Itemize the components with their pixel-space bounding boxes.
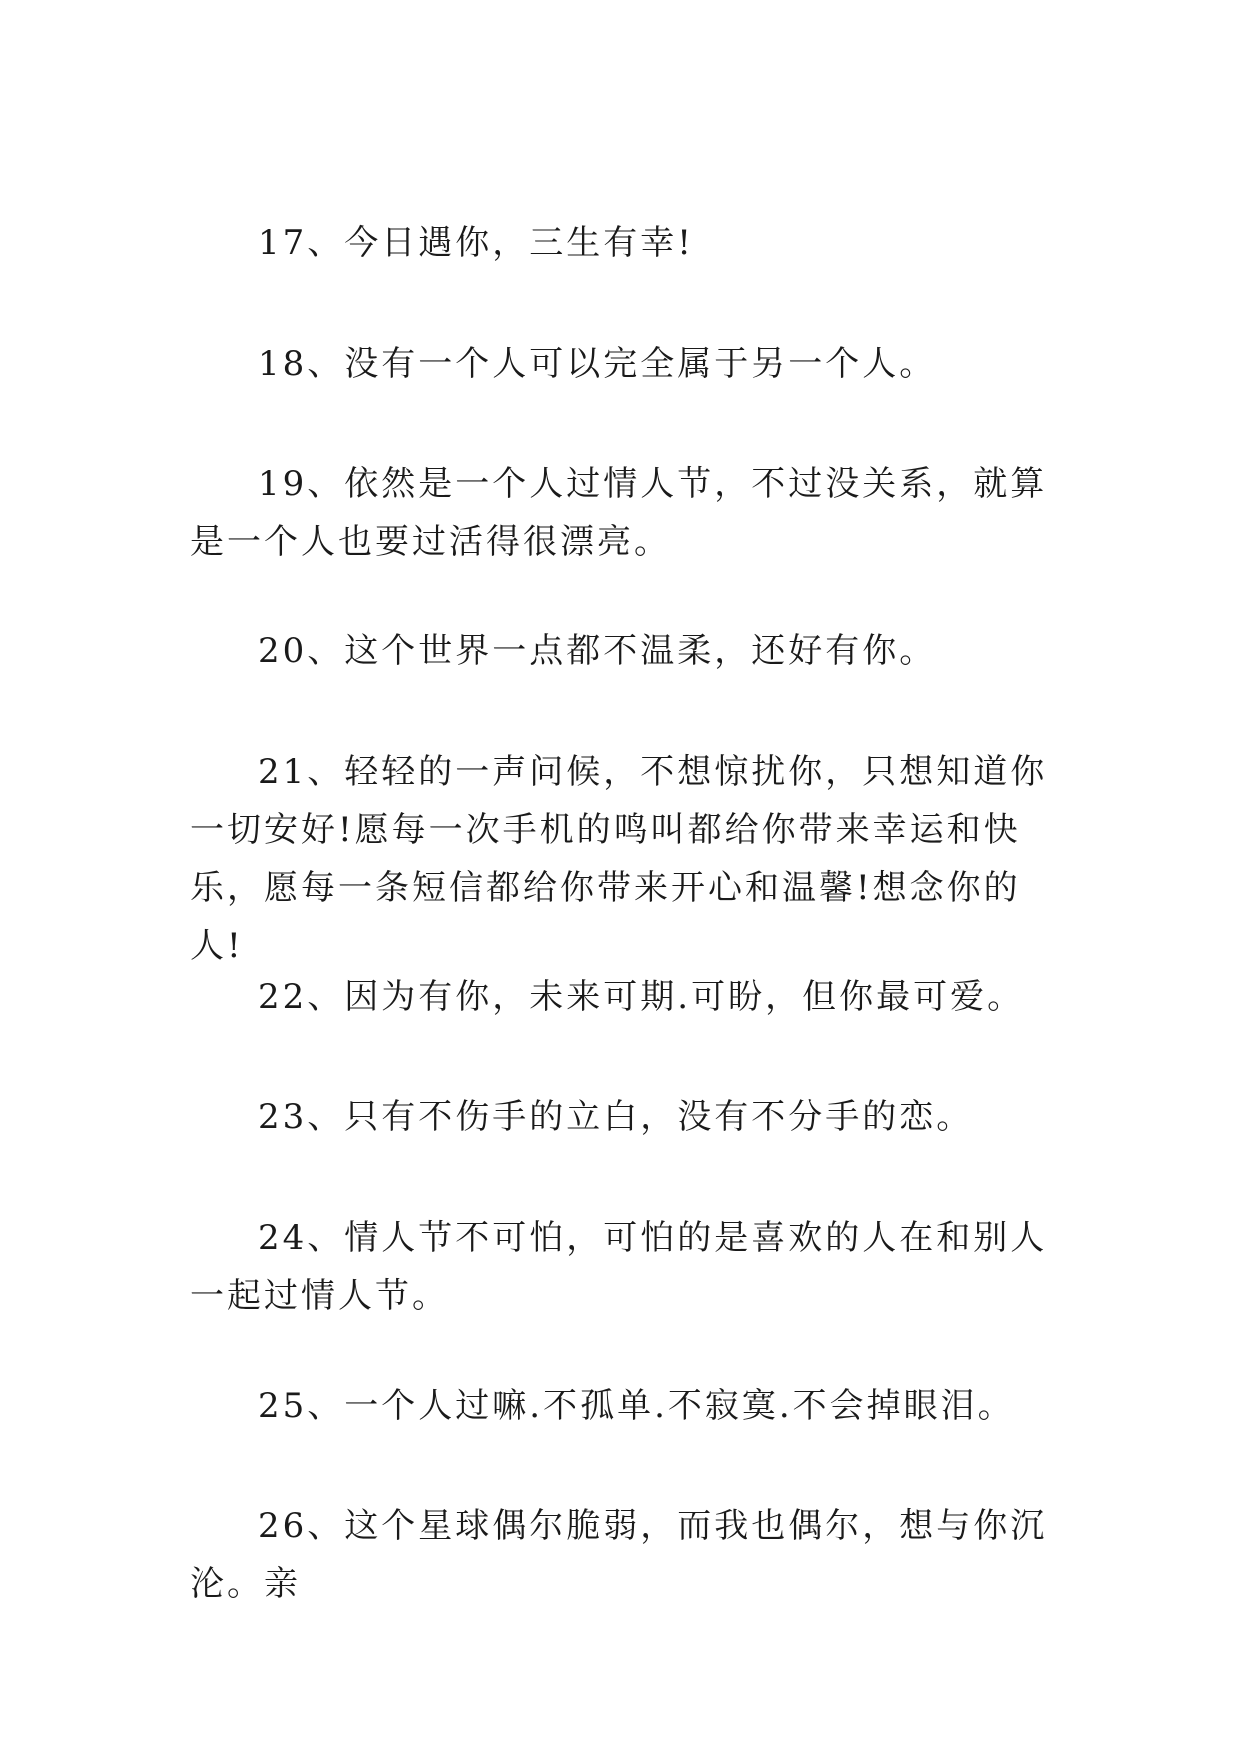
paragraph-23: 23、只有不伤手的立白，没有不分手的恋。	[258, 1097, 974, 1137]
paragraph-25: 25、一个人过嘛.不孤单.不寂寞.不会掉眼泪。	[258, 1386, 1015, 1426]
paragraph-22: 22、因为有你，未来可期.可盼，但你最可爱。	[258, 977, 1025, 1017]
paragraph-19: 19、依然是一个人过情人节，不过没关系，就算是一个人也要过活得很漂亮。	[190, 464, 1048, 562]
paragraph-20: 20、这个世界一点都不温柔，还好有你。	[258, 631, 937, 671]
paragraph-17: 17、今日遇你，三生有幸!	[258, 223, 694, 263]
paragraph-21: 21、轻轻的一声问候，不想惊扰你，只想知道你一切安好!愿每一次手机的鸣叫都给你带来幸运和快乐，愿每一条短信都给你带来开心和温馨!想念你的人!	[190, 752, 1048, 966]
paragraph-24: 24、情人节不可怕，可怕的是喜欢的人在和别人一起过情人节。	[190, 1218, 1048, 1316]
paragraph-26: 26、这个星球偶尔脆弱，而我也偶尔，想与你沉沦。亲	[190, 1506, 1048, 1604]
paragraph-18: 18、没有一个人可以完全属于另一个人。	[258, 344, 937, 384]
